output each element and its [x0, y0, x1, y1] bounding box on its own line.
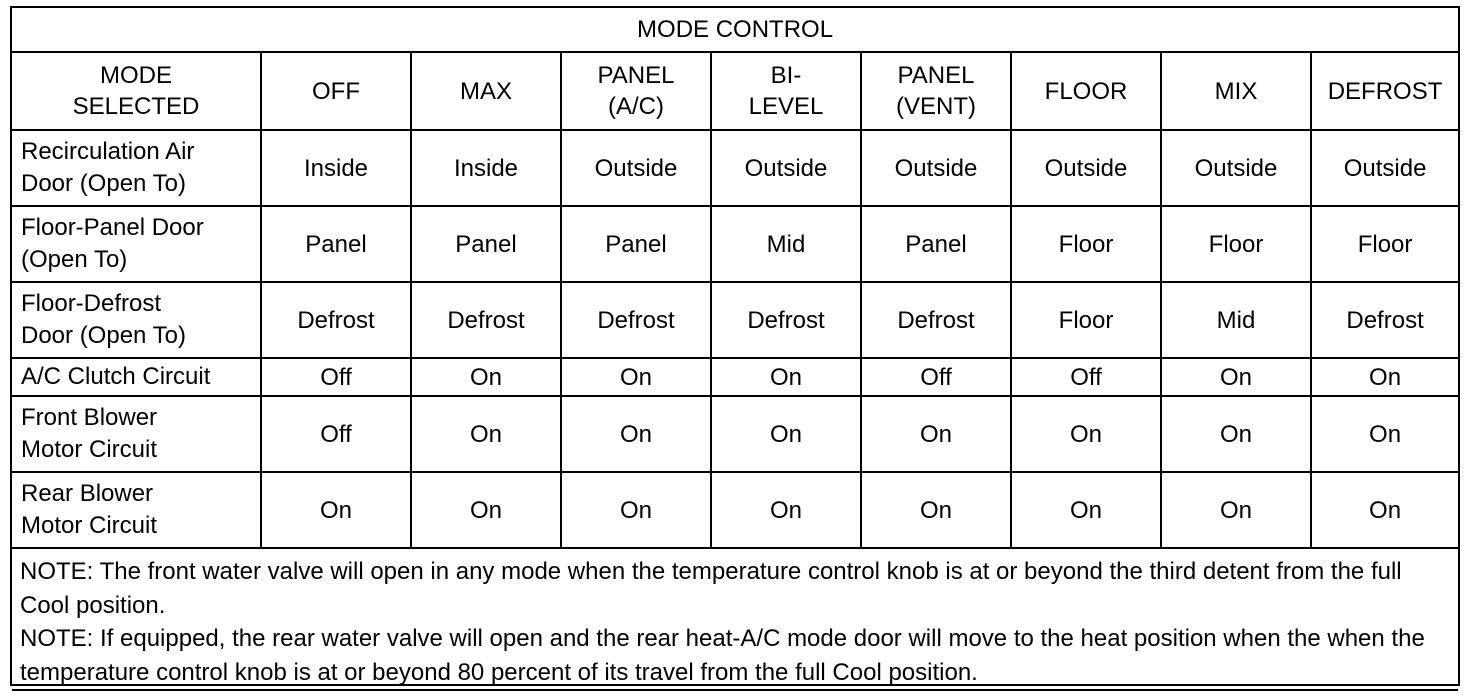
table-cell: On — [1161, 396, 1311, 472]
column-header-max — [411, 52, 561, 130]
table-cell: Panel — [261, 206, 411, 282]
column-header-bi-level — [711, 52, 861, 130]
table-cell: On — [1011, 472, 1161, 548]
row-label — [12, 396, 261, 472]
column-header-floor — [1011, 52, 1161, 130]
table-cell: Off — [261, 396, 411, 472]
table-cell: On — [411, 358, 561, 396]
table-cell: On — [711, 472, 861, 548]
table-title: MODE CONTROL — [12, 8, 1458, 52]
column-header-line: BI- — [770, 62, 802, 89]
mode-control-table-frame — [10, 6, 1460, 686]
row-label-line: Rear Blower — [21, 480, 154, 507]
row-label — [12, 358, 261, 396]
row-label-line: Floor-Defrost — [21, 290, 162, 317]
row-label-line: Front Blower — [21, 404, 158, 431]
table-cell: Outside — [861, 130, 1011, 206]
header-mode-selected-line: MODE — [100, 62, 172, 89]
table-cell: On — [711, 358, 861, 396]
note-rear-water-valve: NOTE: If equipped, the rear water valve will open and the rear heat-A/C mode door will move to the heat position when the when the temperature control knob is at or beyond 80 percent of its travel from the full Cool position. — [20, 625, 1425, 686]
table-cell: On — [1311, 396, 1458, 472]
table-cell: On — [561, 472, 711, 548]
table-cell: On — [861, 472, 1011, 548]
table-cell: On — [561, 396, 711, 472]
row-label — [12, 282, 261, 358]
table-cell: On — [861, 396, 1011, 472]
table-row-recirculation-air-door — [12, 130, 1458, 206]
table-cell: On — [411, 472, 561, 548]
table-cell: On — [711, 396, 861, 472]
column-header-panel-vent — [861, 52, 1011, 130]
table-cell: On — [1161, 358, 1311, 396]
header-mode-selected-line: SELECTED — [72, 93, 200, 120]
column-header-line: FLOOR — [1044, 77, 1128, 105]
mode-control-table — [12, 8, 1458, 691]
table-cell: On — [1161, 472, 1311, 548]
row-label-line: Door (Open To) — [21, 322, 186, 349]
column-header-line: LEVEL — [748, 93, 824, 120]
table-cell: On — [1311, 358, 1458, 396]
table-cell: Outside — [1311, 130, 1458, 206]
column-header-line: DEFROST — [1327, 77, 1443, 105]
table-cell: Defrost — [561, 282, 711, 358]
table-cell: On — [561, 358, 711, 396]
notes-cell — [12, 548, 1458, 690]
table-cell: Defrost — [411, 282, 561, 358]
column-header-line: MIX — [1214, 77, 1258, 105]
table-cell: Defrost — [861, 282, 1011, 358]
table-cell: Defrost — [711, 282, 861, 358]
table-cell: Floor — [1011, 206, 1161, 282]
column-header-line: (A/C) — [608, 93, 664, 120]
table-row-rear-blower-motor-circuit — [12, 472, 1458, 548]
table-cell: Panel — [411, 206, 561, 282]
column-header-line: (VENT) — [896, 93, 976, 120]
column-header-line: OFF — [312, 77, 360, 105]
column-header-off — [261, 52, 411, 130]
table-cell: Off — [1011, 358, 1161, 396]
row-label-line: Motor Circuit — [21, 436, 158, 463]
table-row-floor-panel-door — [12, 206, 1458, 282]
table-cell: Inside — [261, 130, 411, 206]
header-mode-selected — [12, 52, 261, 130]
row-label — [12, 472, 261, 548]
row-label-line: Floor-Panel Door — [21, 214, 204, 241]
row-label-line: A/C Clutch Circuit — [21, 363, 211, 390]
table-cell: Defrost — [261, 282, 411, 358]
table-cell: Mid — [711, 206, 861, 282]
table-cell: Outside — [711, 130, 861, 206]
table-row-floor-defrost-door — [12, 282, 1458, 358]
table-cell: Off — [261, 358, 411, 396]
table-cell: Floor — [1311, 206, 1458, 282]
table-cell: Inside — [411, 130, 561, 206]
table-cell: Floor — [1161, 206, 1311, 282]
table-cell: Off — [861, 358, 1011, 396]
column-header-mix — [1161, 52, 1311, 130]
table-row-front-blower-motor-circuit — [12, 396, 1458, 472]
table-cell: Outside — [1161, 130, 1311, 206]
table-cell: Defrost — [1311, 282, 1458, 358]
header-row — [12, 52, 1458, 130]
notes-row — [12, 548, 1458, 690]
row-label — [12, 130, 261, 206]
table-cell: Mid — [1161, 282, 1311, 358]
row-label-line: Recirculation Air — [21, 138, 195, 165]
note-front-water-valve: NOTE: The front water valve will open in any mode when the temperature control knob is at or beyond the third detent from the full Cool position. — [20, 558, 1402, 619]
column-header-line: MAX — [459, 77, 512, 105]
column-header-line: PANEL — [897, 62, 975, 89]
table-cell: Floor — [1011, 282, 1161, 358]
table-cell: Panel — [861, 206, 1011, 282]
table-cell: On — [1011, 396, 1161, 472]
table-cell: On — [261, 472, 411, 548]
table-cell: Outside — [561, 130, 711, 206]
table-row-ac-clutch-circuit — [12, 358, 1458, 396]
row-label-line: Motor Circuit — [21, 512, 158, 539]
table-cell: On — [411, 396, 561, 472]
row-label — [12, 206, 261, 282]
table-cell: Panel — [561, 206, 711, 282]
table-cell: Outside — [1011, 130, 1161, 206]
column-header-panel-ac — [561, 52, 711, 130]
row-label-line: (Open To) — [21, 246, 128, 273]
row-label-line: Door (Open To) — [21, 170, 186, 197]
table-cell: On — [1311, 472, 1458, 548]
column-header-defrost — [1311, 52, 1458, 130]
column-header-line: PANEL — [597, 62, 675, 89]
